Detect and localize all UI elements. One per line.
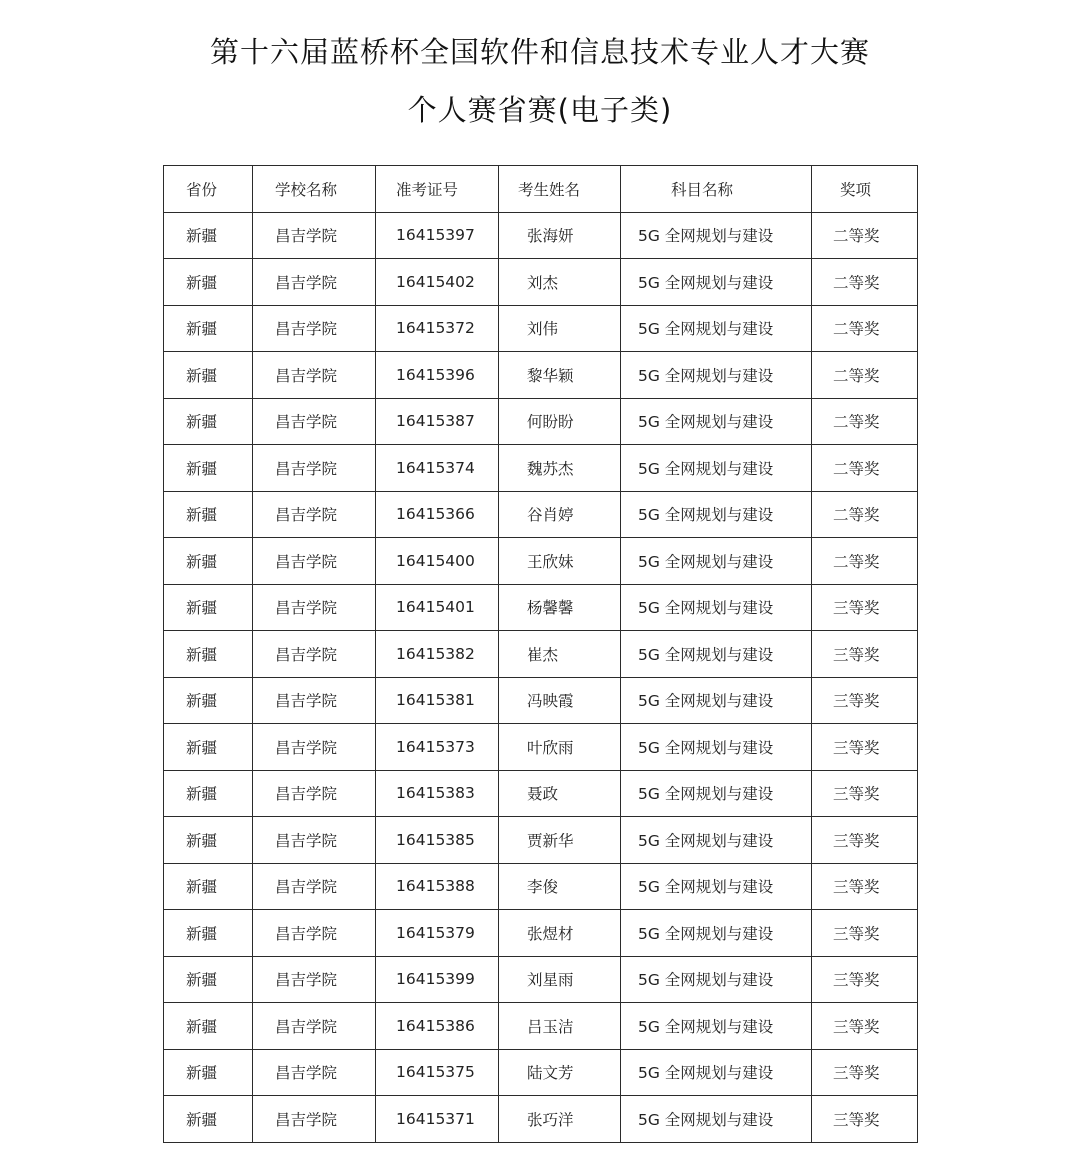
cell-subject: 5G 全网规划与建设 bbox=[621, 1003, 812, 1050]
cell-award: 三等奖 bbox=[812, 1003, 918, 1050]
cell-award: 三等奖 bbox=[812, 724, 918, 771]
cell-province: 新疆 bbox=[164, 724, 253, 771]
cell-award: 二等奖 bbox=[812, 491, 918, 538]
cell-exam-id: 16415373 bbox=[376, 724, 499, 771]
cell-award: 二等奖 bbox=[812, 445, 918, 492]
table-row bbox=[164, 1096, 918, 1143]
cell-award: 三等奖 bbox=[812, 677, 918, 724]
cell-award: 三等奖 bbox=[812, 910, 918, 957]
cell-award: 三等奖 bbox=[812, 956, 918, 1003]
cell-student-name: 刘星雨 bbox=[499, 956, 621, 1003]
table-row bbox=[164, 863, 918, 910]
cell-school: 昌吉学院 bbox=[253, 724, 376, 771]
cell-school: 昌吉学院 bbox=[253, 863, 376, 910]
cell-subject: 5G 全网规划与建设 bbox=[621, 305, 812, 352]
cell-award: 三等奖 bbox=[812, 584, 918, 631]
table-row bbox=[164, 584, 918, 631]
cell-province: 新疆 bbox=[164, 863, 253, 910]
cell-subject: 5G 全网规划与建设 bbox=[621, 724, 812, 771]
header-subject: 科目名称 bbox=[621, 166, 812, 213]
table-row bbox=[164, 956, 918, 1003]
cell-province: 新疆 bbox=[164, 352, 253, 399]
cell-student-name: 贾新华 bbox=[499, 817, 621, 864]
cell-subject: 5G 全网规划与建设 bbox=[621, 445, 812, 492]
cell-student-name: 崔杰 bbox=[499, 631, 621, 678]
cell-student-name: 黎华颖 bbox=[499, 352, 621, 399]
cell-subject: 5G 全网规划与建设 bbox=[621, 677, 812, 724]
table-row bbox=[164, 631, 918, 678]
table-body bbox=[164, 212, 918, 1142]
cell-subject: 5G 全网规划与建设 bbox=[621, 1049, 812, 1096]
cell-school: 昌吉学院 bbox=[253, 956, 376, 1003]
cell-student-name: 李俊 bbox=[499, 863, 621, 910]
cell-subject: 5G 全网规划与建设 bbox=[621, 352, 812, 399]
cell-exam-id: 16415374 bbox=[376, 445, 499, 492]
cell-school: 昌吉学院 bbox=[253, 631, 376, 678]
cell-province: 新疆 bbox=[164, 212, 253, 259]
cell-subject: 5G 全网规划与建设 bbox=[621, 538, 812, 585]
table-row bbox=[164, 538, 918, 585]
cell-subject: 5G 全网规划与建设 bbox=[621, 584, 812, 631]
cell-school: 昌吉学院 bbox=[253, 817, 376, 864]
cell-subject: 5G 全网规划与建设 bbox=[621, 956, 812, 1003]
cell-award: 三等奖 bbox=[812, 770, 918, 817]
cell-subject: 5G 全网规划与建设 bbox=[621, 491, 812, 538]
cell-award: 三等奖 bbox=[812, 631, 918, 678]
cell-exam-id: 16415382 bbox=[376, 631, 499, 678]
cell-province: 新疆 bbox=[164, 584, 253, 631]
cell-exam-id: 16415399 bbox=[376, 956, 499, 1003]
table-row bbox=[164, 398, 918, 445]
cell-school: 昌吉学院 bbox=[253, 770, 376, 817]
cell-exam-id: 16415397 bbox=[376, 212, 499, 259]
cell-student-name: 张巧洋 bbox=[499, 1096, 621, 1143]
table-row bbox=[164, 259, 918, 306]
cell-award: 三等奖 bbox=[812, 863, 918, 910]
cell-award: 二等奖 bbox=[812, 538, 918, 585]
cell-subject: 5G 全网规划与建设 bbox=[621, 770, 812, 817]
cell-award: 三等奖 bbox=[812, 1096, 918, 1143]
cell-school: 昌吉学院 bbox=[253, 910, 376, 957]
header-award: 奖项 bbox=[812, 166, 918, 213]
cell-student-name: 聂政 bbox=[499, 770, 621, 817]
table-row bbox=[164, 305, 918, 352]
cell-student-name: 冯映霞 bbox=[499, 677, 621, 724]
table-row bbox=[164, 445, 918, 492]
cell-exam-id: 16415388 bbox=[376, 863, 499, 910]
cell-exam-id: 16415366 bbox=[376, 491, 499, 538]
cell-student-name: 刘伟 bbox=[499, 305, 621, 352]
cell-award: 二等奖 bbox=[812, 212, 918, 259]
cell-student-name: 王欣妹 bbox=[499, 538, 621, 585]
cell-award: 三等奖 bbox=[812, 817, 918, 864]
header-student-name: 考生姓名 bbox=[499, 166, 621, 213]
cell-student-name: 何盼盼 bbox=[499, 398, 621, 445]
cell-exam-id: 16415379 bbox=[376, 910, 499, 957]
table-row bbox=[164, 724, 918, 771]
cell-school: 昌吉学院 bbox=[253, 1003, 376, 1050]
header-exam-id: 准考证号 bbox=[376, 166, 499, 213]
cell-school: 昌吉学院 bbox=[253, 398, 376, 445]
document-title: 第十六届蓝桥杯全国软件和信息技术专业人才大赛 bbox=[209, 35, 870, 69]
cell-subject: 5G 全网规划与建设 bbox=[621, 1096, 812, 1143]
cell-school: 昌吉学院 bbox=[253, 677, 376, 724]
cell-province: 新疆 bbox=[164, 910, 253, 957]
cell-province: 新疆 bbox=[164, 398, 253, 445]
cell-award: 二等奖 bbox=[812, 352, 918, 399]
table-row bbox=[164, 1049, 918, 1096]
cell-subject: 5G 全网规划与建设 bbox=[621, 259, 812, 306]
cell-student-name: 陆文芳 bbox=[499, 1049, 621, 1096]
table-row bbox=[164, 677, 918, 724]
cell-exam-id: 16415372 bbox=[376, 305, 499, 352]
cell-province: 新疆 bbox=[164, 259, 253, 306]
cell-school: 昌吉学院 bbox=[253, 259, 376, 306]
cell-subject: 5G 全网规划与建设 bbox=[621, 863, 812, 910]
results-table bbox=[163, 165, 918, 1143]
cell-province: 新疆 bbox=[164, 538, 253, 585]
cell-province: 新疆 bbox=[164, 631, 253, 678]
cell-exam-id: 16415386 bbox=[376, 1003, 499, 1050]
cell-school: 昌吉学院 bbox=[253, 352, 376, 399]
cell-province: 新疆 bbox=[164, 1049, 253, 1096]
cell-award: 二等奖 bbox=[812, 305, 918, 352]
header-school: 学校名称 bbox=[253, 166, 376, 213]
cell-province: 新疆 bbox=[164, 445, 253, 492]
table-row bbox=[164, 1003, 918, 1050]
cell-student-name: 张煜材 bbox=[499, 910, 621, 957]
cell-school: 昌吉学院 bbox=[253, 584, 376, 631]
cell-subject: 5G 全网规划与建设 bbox=[621, 631, 812, 678]
cell-student-name: 刘杰 bbox=[499, 259, 621, 306]
table-row bbox=[164, 491, 918, 538]
cell-province: 新疆 bbox=[164, 1096, 253, 1143]
table-row bbox=[164, 910, 918, 957]
cell-province: 新疆 bbox=[164, 817, 253, 864]
cell-school: 昌吉学院 bbox=[253, 538, 376, 585]
cell-subject: 5G 全网规划与建设 bbox=[621, 398, 812, 445]
cell-subject: 5G 全网规划与建设 bbox=[621, 910, 812, 957]
cell-student-name: 张海妍 bbox=[499, 212, 621, 259]
cell-subject: 5G 全网规划与建设 bbox=[621, 212, 812, 259]
cell-exam-id: 16415400 bbox=[376, 538, 499, 585]
header-province: 省份 bbox=[164, 166, 253, 213]
cell-award: 二等奖 bbox=[812, 259, 918, 306]
cell-school: 昌吉学院 bbox=[253, 445, 376, 492]
cell-student-name: 谷肖婷 bbox=[499, 491, 621, 538]
cell-province: 新疆 bbox=[164, 491, 253, 538]
table-row bbox=[164, 212, 918, 259]
cell-exam-id: 16415402 bbox=[376, 259, 499, 306]
cell-student-name: 吕玉洁 bbox=[499, 1003, 621, 1050]
cell-exam-id: 16415375 bbox=[376, 1049, 499, 1096]
cell-province: 新疆 bbox=[164, 677, 253, 724]
cell-exam-id: 16415396 bbox=[376, 352, 499, 399]
cell-student-name: 魏苏杰 bbox=[499, 445, 621, 492]
cell-subject: 5G 全网规划与建设 bbox=[621, 817, 812, 864]
cell-province: 新疆 bbox=[164, 1003, 253, 1050]
cell-student-name: 杨馨馨 bbox=[499, 584, 621, 631]
cell-province: 新疆 bbox=[164, 956, 253, 1003]
cell-school: 昌吉学院 bbox=[253, 1049, 376, 1096]
cell-student-name: 叶欣雨 bbox=[499, 724, 621, 771]
table-header-row bbox=[164, 166, 918, 213]
cell-school: 昌吉学院 bbox=[253, 1096, 376, 1143]
cell-school: 昌吉学院 bbox=[253, 305, 376, 352]
cell-exam-id: 16415387 bbox=[376, 398, 499, 445]
cell-exam-id: 16415381 bbox=[376, 677, 499, 724]
table-row bbox=[164, 770, 918, 817]
cell-exam-id: 16415385 bbox=[376, 817, 499, 864]
cell-province: 新疆 bbox=[164, 305, 253, 352]
cell-exam-id: 16415371 bbox=[376, 1096, 499, 1143]
table-row bbox=[164, 817, 918, 864]
cell-award: 三等奖 bbox=[812, 1049, 918, 1096]
document-subtitle: 个人赛省赛(电子类) bbox=[407, 93, 673, 127]
cell-school: 昌吉学院 bbox=[253, 491, 376, 538]
cell-exam-id: 16415383 bbox=[376, 770, 499, 817]
cell-exam-id: 16415401 bbox=[376, 584, 499, 631]
table-row bbox=[164, 352, 918, 399]
cell-school: 昌吉学院 bbox=[253, 212, 376, 259]
cell-province: 新疆 bbox=[164, 770, 253, 817]
cell-award: 二等奖 bbox=[812, 398, 918, 445]
